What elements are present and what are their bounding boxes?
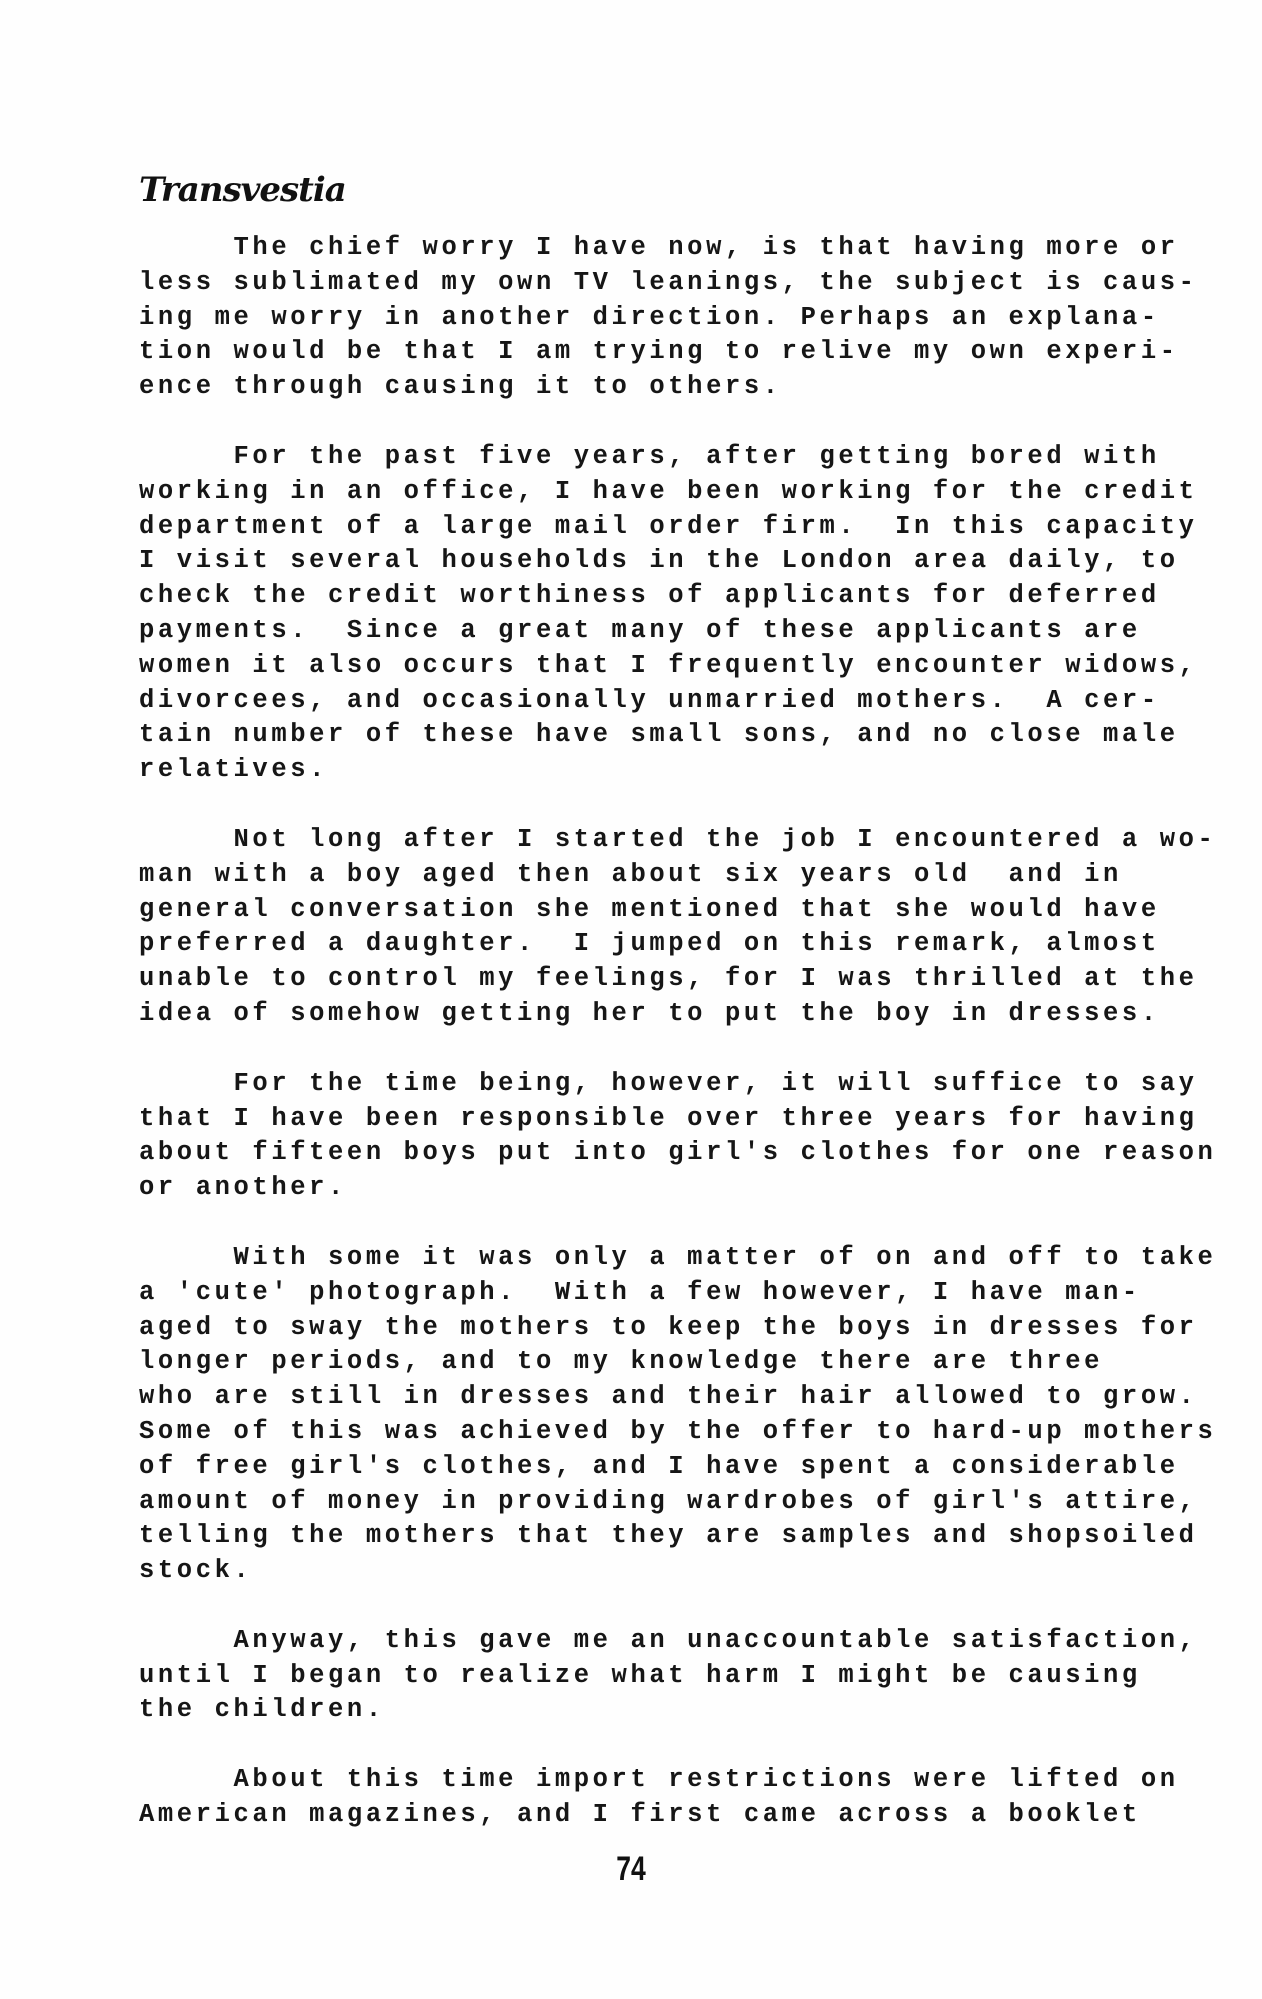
text-line: preferred a daughter. I jumped on this remark, almost: [139, 929, 1160, 959]
text-line: or another.: [139, 1173, 347, 1203]
text-line: tion would be that I am trying to relive my own experi-: [139, 337, 1179, 367]
text-line: department of a large mail order firm. In this capacity: [139, 511, 1198, 541]
text-line: For the time being, however, it will suffice to say: [139, 1068, 1198, 1098]
text-line: that I have been responsible over three years for having: [139, 1103, 1198, 1133]
text-line: American magazines, and I first came across a booklet: [139, 1800, 1141, 1830]
text-line: Some of this was achieved by the offer to hard-up mothers: [139, 1416, 1217, 1446]
text-line: man with a boy aged then about six years old and in: [139, 859, 1122, 889]
paragraph: [139, 1067, 1217, 1206]
text-line: About this time import restrictions were lifted on: [139, 1765, 1179, 1795]
text-line: check the credit worthiness of applicants for deferred: [139, 581, 1160, 611]
text-line: amount of money in providing wardrobes of girl's attire,: [139, 1486, 1198, 1516]
text-line: women it also occurs that I frequently encounter widows,: [139, 650, 1198, 680]
paragraph: [139, 1763, 1179, 1833]
text-line: I visit several households in the London area daily, to: [139, 546, 1179, 576]
text-line: aged to sway the mothers to keep the boys in dresses for: [139, 1312, 1198, 1342]
text-line: The chief worry I have now, is that having more or: [139, 233, 1179, 262]
text-line: general conversation she mentioned that she would have: [139, 894, 1160, 924]
paragraph: [139, 1241, 1217, 1589]
text-line: Anyway, this gave me an unaccountable satisfaction,: [139, 1625, 1198, 1655]
paragraph: [139, 1624, 1198, 1728]
text-line: about fifteen boys put into girl's clothes for one reason: [139, 1138, 1217, 1168]
text-line: divorcees, and occasionally unmarried mothers. A cer-: [139, 685, 1160, 715]
text-line: Not long after I started the job I encountered a wo-: [139, 824, 1217, 854]
paragraph: [139, 823, 1217, 1032]
text-line: tain number of these have small sons, and no close male: [139, 720, 1179, 750]
text-line: unable to control my feelings, for I was thrilled at the: [139, 964, 1198, 994]
paragraph: [139, 440, 1198, 788]
body-text: [139, 231, 1217, 1868]
text-line: idea of somehow getting her to put the boy in dresses.: [139, 998, 1160, 1028]
text-line: For the past five years, after getting bored with: [139, 441, 1160, 471]
text-line: the children.: [139, 1695, 385, 1725]
text-line: working in an office, I have been working for the credit: [139, 476, 1198, 506]
text-line: a 'cute' photograph. With a few however, I have man-: [139, 1277, 1141, 1307]
text-line: of free girl's clothes, and I have spent a considerable: [139, 1451, 1179, 1481]
running-head: Transvestia: [139, 170, 346, 210]
text-line: less sublimated my own TV leanings, the subject is caus-: [139, 267, 1198, 297]
text-line: payments. Since a great many of these applicants are: [139, 615, 1141, 645]
text-line: telling the mothers that they are samples and shopsoiled: [139, 1521, 1198, 1551]
text-line: ing me worry in another direction. Perhaps an explana-: [139, 302, 1160, 332]
text-line: until I began to realize what harm I might be causing: [139, 1660, 1141, 1690]
text-line: With some it was only a matter of on and off to take: [139, 1242, 1217, 1272]
text-line: longer periods, and to my knowledge there are three: [139, 1347, 1104, 1377]
text-line: relatives.: [139, 755, 329, 785]
page-number: 74: [616, 1850, 646, 1888]
paragraph: [139, 231, 1198, 405]
text-line: stock.: [139, 1556, 253, 1586]
text-line: ence through causing it to others.: [139, 372, 782, 402]
text-line: who are still in dresses and their hair allowed to grow.: [139, 1382, 1198, 1412]
